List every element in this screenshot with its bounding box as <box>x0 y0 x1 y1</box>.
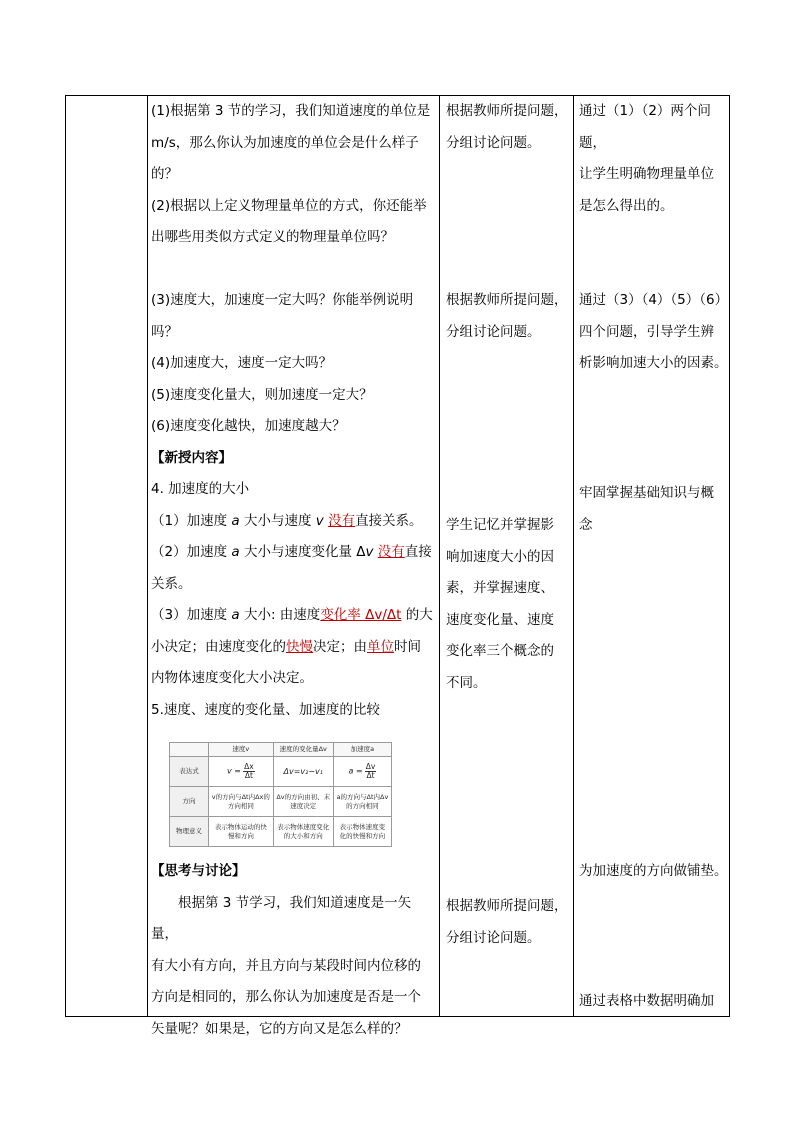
content-block-3 <box>151 856 436 1045</box>
comparison-corner <box>170 743 209 757</box>
question-2-line-2: 出哪些用类似方式定义的物理量单位吗？ <box>151 229 394 245</box>
point-2: （2）加速度 a 大小与速度变化量 Δv 没有直接 <box>151 544 432 560</box>
expr-acceleration: a = $\frac{\Delta v}{\Delta t}$ <box>333 757 391 787</box>
column-divider-3 <box>573 96 574 1016</box>
meaning-speed: 表示物体运动的快 慢和方向 <box>209 817 274 847</box>
question-3-line-1: (3)速度大，加速度一定大吗？你能举例说明 <box>151 292 414 308</box>
row-label-direction: 方向 <box>170 787 209 817</box>
intent-block-2 <box>579 285 731 380</box>
direction-delta-speed: Δv的方向由初、末 速度决定 <box>273 787 333 817</box>
think-line-3: 方向是相同的，那么你认为加速度是否是一个 <box>151 989 421 1005</box>
intent-2-line-2: 四个问题，引导学生辨 <box>579 323 714 340</box>
row-label-expression: 表达式 <box>170 757 209 787</box>
point-3-line-3: 内物体速度变化大小决定。 <box>151 670 313 686</box>
student-3-line-4: 速度变化量、速度 <box>446 611 554 628</box>
question-1-line-1: (1)根据第 3 节的学习，我们知道速度的单位是 <box>151 103 431 119</box>
intent-block-4 <box>579 856 731 888</box>
question-2-line-1: (2)根据以上定义物理量单位的方式，你还能举 <box>151 197 427 214</box>
question-3-line-2: 吗？ <box>151 323 178 340</box>
student-block-3 <box>446 510 572 699</box>
intent-block-1 <box>579 96 731 222</box>
student-4-line-1: 根据教师所提问题， <box>446 898 568 914</box>
question-6: (6)速度变化越快，加速度越大？ <box>151 418 346 434</box>
header-delta-speed: 速度的变化量Δv <box>273 743 333 757</box>
student-3-line-5: 变化率三个概念的 <box>446 643 554 659</box>
comparison-row-direction <box>170 787 392 817</box>
student-2-line-1: 根据教师所提问题， <box>446 292 568 308</box>
column-divider-1 <box>147 96 148 1016</box>
point-3-line-2: 小决定；由速度变化的快慢决定；由单位时间 <box>151 638 421 655</box>
expr-delta-speed: Δv=v₂−v₁ <box>273 757 333 787</box>
intent-1-line-1: 通过（1）（2）两个问题， <box>579 103 711 151</box>
content-column <box>151 96 436 254</box>
expr-speed: v = $\frac{\Delta x}{\Delta t}$ <box>209 757 274 787</box>
intent-block-5 <box>579 986 731 1018</box>
student-1-line-1: 根据教师所提问题， <box>446 103 568 119</box>
comparison-header-row <box>170 743 392 757</box>
student-3-line-3: 素，并掌握速度、 <box>446 580 554 596</box>
direction-acceleration: a的方向与Δt内Δv 的方向相同 <box>333 787 391 817</box>
comparison-table <box>169 742 392 847</box>
section-new-content: 【新授内容】 <box>151 449 232 466</box>
student-block-4 <box>446 891 572 954</box>
intent-4: 为加速度的方向做铺垫。 <box>579 863 728 879</box>
comparison-row-expression <box>170 757 392 787</box>
intent-2-line-3: 析影响加速大小的因素。 <box>579 355 728 371</box>
section-5-title: 5.速度、速度的变化量、加速度的比较 <box>151 701 380 718</box>
student-3-line-2: 响加速度大小的因 <box>446 548 554 565</box>
think-line-1: 根据第 3 节学习，我们知道速度是一矢量， <box>151 894 412 942</box>
student-3-line-1: 学生记忆并掌握影 <box>446 517 554 533</box>
point-1: （1）加速度 a 大小与速度 v 没有直接关系。 <box>151 512 423 529</box>
point-2-line-2: 关系。 <box>151 575 192 592</box>
intent-2-line-1: 通过（3）（4）（5）（6） <box>579 292 729 308</box>
intent-3-line-2: 念 <box>579 516 593 533</box>
intent-block-3 <box>579 478 731 541</box>
header-acceleration: 加速度a <box>333 743 391 757</box>
column-divider-2 <box>439 96 440 1016</box>
point-3: （3）加速度 a 大小: 由速度变化率 Δv/Δt 的大 <box>151 607 433 623</box>
question-1-line-3: 的？ <box>151 166 178 182</box>
student-3-line-6: 不同。 <box>446 674 487 691</box>
content-block-2 <box>151 285 436 726</box>
think-line-4: 矢量呢？如果是，它的方向又是怎么样的？ <box>151 1020 408 1037</box>
intent-3-line-1: 牢固掌握基础知识与概 <box>579 485 714 501</box>
think-line-2: 有大小有方向，并且方向与某段时间内位移的 <box>151 957 421 974</box>
meaning-acceleration: 表示物体速度变 化的快慢和方向 <box>333 817 391 847</box>
student-2-line-2: 分组讨论问题。 <box>446 323 541 340</box>
intent-1-line-3: 是怎么得出的。 <box>579 197 674 214</box>
question-5: (5)速度变化量大，则加速度一定大？ <box>151 386 373 403</box>
header-speed: 速度v <box>209 743 274 757</box>
question-4: (4)加速度大，速度一定大吗？ <box>151 355 333 371</box>
student-block-2 <box>446 285 572 348</box>
question-1-line-2: m/s，那么你认为加速度的单位会是什么样子 <box>151 134 419 151</box>
intent-1-line-2: 让学生明确物理量单位 <box>579 166 714 182</box>
intent-5: 通过表格中数据明确加 <box>579 993 714 1009</box>
student-1-line-2: 分组讨论问题。 <box>446 134 541 151</box>
student-4-line-2: 分组讨论问题。 <box>446 929 541 946</box>
row-label-meaning: 物理意义 <box>170 817 209 847</box>
section-4-title: 4. 加速度的大小 <box>151 481 250 497</box>
comparison-row-meaning <box>170 817 392 847</box>
meaning-delta-speed: 表示物体速度变化 的大小和方向 <box>273 817 333 847</box>
student-block-1 <box>446 96 572 159</box>
direction-speed: v的方向与Δt内Δx的 方向相同 <box>209 787 274 817</box>
section-think-discuss: 【思考与讨论】 <box>151 863 246 879</box>
